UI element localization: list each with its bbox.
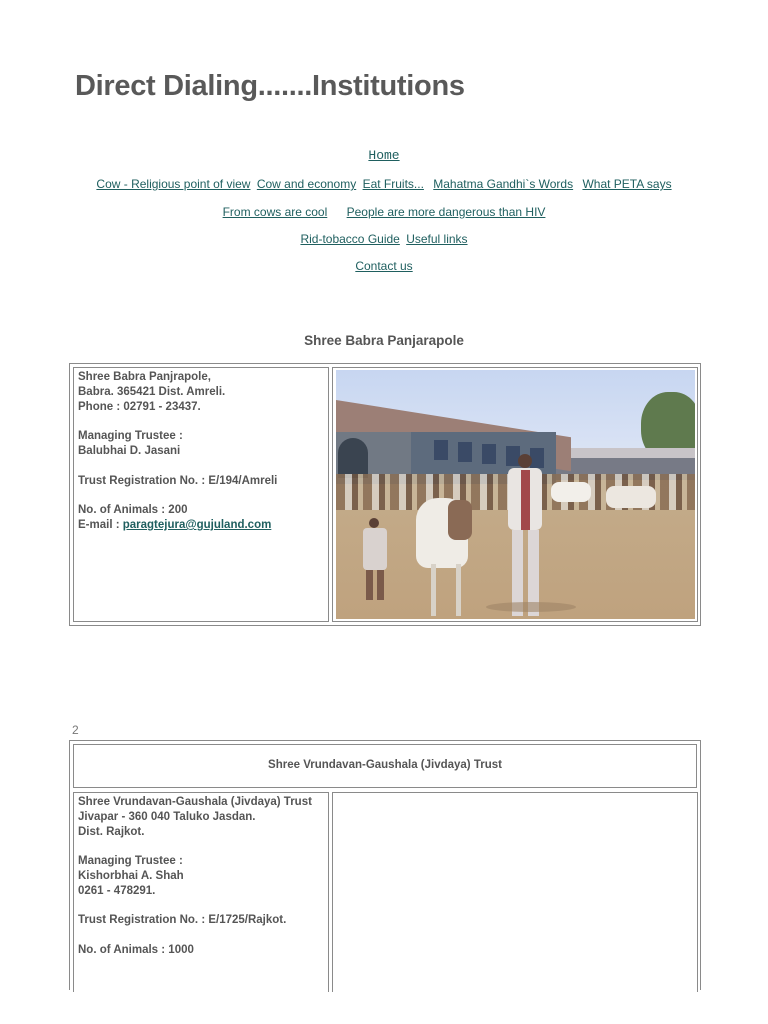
institution-1-photo [336,370,695,619]
nav-link-home[interactable]: Home [368,148,400,163]
institution-2-heading: Shree Vrundavan-Gaushala (Jivdaya) Trust [268,759,502,771]
page-title: Direct Dialing.......Institutions [75,70,465,102]
institution-2-details-cell [73,792,329,992]
detail-line: Trust Registration No. : E/194/Amreli [78,474,278,487]
nav-link-hiv[interactable]: People are more dangerous than HIV [346,205,546,219]
nav-link-eat-fruits[interactable]: Eat Fruits... [362,177,424,191]
institution-2-table [69,740,701,990]
spacer [78,928,324,943]
detail-line: Managing Trustee : [78,855,183,868]
detail-line: Shree Vrundavan-Gaushala (Jivdaya) Trust [78,796,312,808]
detail-line: Balubhai D. Jasani [78,444,181,457]
detail-line: Dist. Rajkot. [78,825,145,838]
institution-1-details [74,368,328,535]
nav-link-gandhi-words[interactable]: Mahatma Gandhi`s Words [433,177,574,191]
detail-line: Trust Registration No. : E/1725/Rajkot. [78,914,287,927]
detail-line: 0261 - 478291. [78,884,156,897]
institution-1-heading: Shree Babra Panjarapole [304,333,464,348]
detail-line: No. of Animals : 1000 [78,943,194,956]
detail-line: Kishorbhai A. Shah [78,869,184,882]
spacer [78,459,324,474]
page-number: 2 [72,723,79,737]
email-label: E-mail : [78,518,123,531]
detail-line: Jivapar - 360 040 Taluko Jasdan. [78,810,256,823]
nav-link-cow-economy[interactable]: Cow and economy [256,177,357,191]
detail-line: Phone : 02791 - 23437. [78,400,201,413]
institution-2-photo-cell [332,792,698,992]
nav-link-peta[interactable]: What PETA says [582,177,672,191]
email-line [78,518,324,533]
nav-link-cows-cool[interactable]: From cows are cool [222,205,328,219]
spacer [78,899,324,914]
nav-row-3 [0,232,768,246]
nav-row-4 [0,259,768,273]
detail-line: Babra. 365421 Dist. Amreli. [78,385,226,398]
nav-link-cow-religious[interactable]: Cow - Religious point of view [96,177,251,191]
email-link[interactable]: paragtejura@gujuland.com [122,518,272,531]
nav-row-1 [0,177,768,191]
detail-line: Managing Trustee : [78,430,183,443]
nav-link-useful-links[interactable]: Useful links [406,232,468,246]
institution-2-heading-cell [73,744,697,788]
detail-line: Shree Babra Panjrapole, [78,371,211,383]
spacer [78,839,324,854]
nav-home-row [0,148,768,163]
institution-1-table [69,363,701,626]
nav-link-rid-tobacco[interactable]: Rid-tobacco Guide [300,232,400,246]
spacer [78,414,324,429]
nav-row-2 [0,205,768,219]
institution-1-photo-cell [332,367,698,622]
spacer [78,488,324,503]
detail-line: No. of Animals : 200 [78,504,188,517]
nav-link-contact[interactable]: Contact us [355,259,413,273]
institution-2-details [74,793,328,960]
institution-1-details-cell [73,367,329,622]
